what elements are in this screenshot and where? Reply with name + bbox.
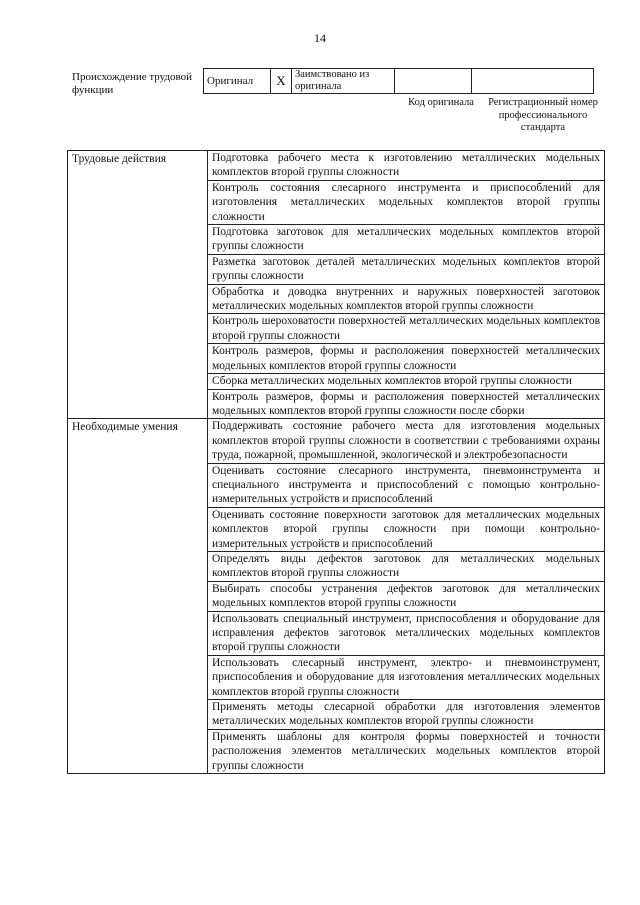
regnum-cell [472, 69, 594, 94]
list-item: Поддерживать состояние рабочего места для изготовления модельных комплектов второй группы сложности в соответствии с требованиями охраны труда, пожарной, промышленной, экологической и электробезопасности [208, 419, 605, 463]
list-item: Контроль состояния слесарного инструмента и приспособлений для изготовления металлических модельных комплектов второй группы сложности [208, 180, 605, 224]
original-cell: Оригинал [204, 69, 271, 94]
table-row [68, 419, 605, 463]
list-item: Подготовка рабочего места к изготовлению металлических модельных комплектов второй группы сложности [208, 151, 605, 181]
origin-table [203, 68, 594, 94]
list-item: Определять виды дефектов заготовок для металлических модельных комплектов второй группы сложности [208, 551, 605, 581]
table-row [68, 151, 605, 181]
list-item: Обработка и доводка внутренних и наружных поверхностей заготовок металлических модельных комплектов второй группы сложности [208, 284, 605, 314]
list-item: Оценивать состояние поверхности заготовок для металлических модельных комплектов второй группы сложности при помощи контрольно-измерительных устройств и приспособлений [208, 507, 605, 551]
list-item: Применять методы слесарной обработки для изготовления элементов металлических модельных комплектов второй группы сложности [208, 700, 605, 730]
original-mark: X [271, 69, 292, 94]
list-item: Использовать специальный инструмент, приспособления и оборудование для исправления дефектов заготовок металлических модельных комплектов второй группы сложности [208, 611, 605, 655]
borrowed-cell: Заимствовано из оригинала [292, 69, 395, 94]
code-cell [395, 69, 472, 94]
list-item: Оценивать состояние слесарного инструмента, пневмоинструмента и специального инструмента и приспособлений с помощью контрольно-измерительных устройств и приспособлений [208, 463, 605, 507]
page-number: 14 [314, 31, 326, 45]
list-item: Контроль размеров, формы и расположения поверхностей металлических модельных комплектов второй группы сложности [208, 344, 605, 374]
section-title: Трудовые действия [68, 151, 208, 419]
list-item: Сборка металлических модельных комплектов второй группы сложности [208, 374, 605, 389]
list-item: Использовать слесарный инструмент, электро- и пневмоинструмент, приспособления и оборудование для изготовления металлических модельных комплектов второй группы сложности [208, 655, 605, 699]
list-item: Контроль шероховатости поверхностей металлических модельных комплектов второй группы сложности [208, 314, 605, 344]
list-item: Выбирать способы устранения дефектов заготовок для металлических модельных комплектов второй группы сложности [208, 581, 605, 611]
list-item: Контроль размеров, формы и расположения поверхностей металлических модельных комплектов второй группы сложности после сборки [208, 389, 605, 419]
list-item: Подготовка заготовок для металлических модельных комплектов второй группы сложности [208, 225, 605, 255]
list-item: Применять шаблоны для контроля формы поверхностей и точности расположения элементов металлических модельных комплектов второй группы сложности [208, 729, 605, 773]
labor-function-table [67, 150, 605, 774]
regnum-caption: Регистрационный номер профессионального стандарта [488, 97, 598, 133]
origin-label: Происхождение трудовой функции [72, 71, 193, 96]
code-caption: Код оригинала [408, 97, 474, 108]
section-title: Необходимые умения [68, 419, 208, 774]
list-item: Разметка заготовок деталей металлических модельных комплектов второй группы сложности [208, 254, 605, 284]
